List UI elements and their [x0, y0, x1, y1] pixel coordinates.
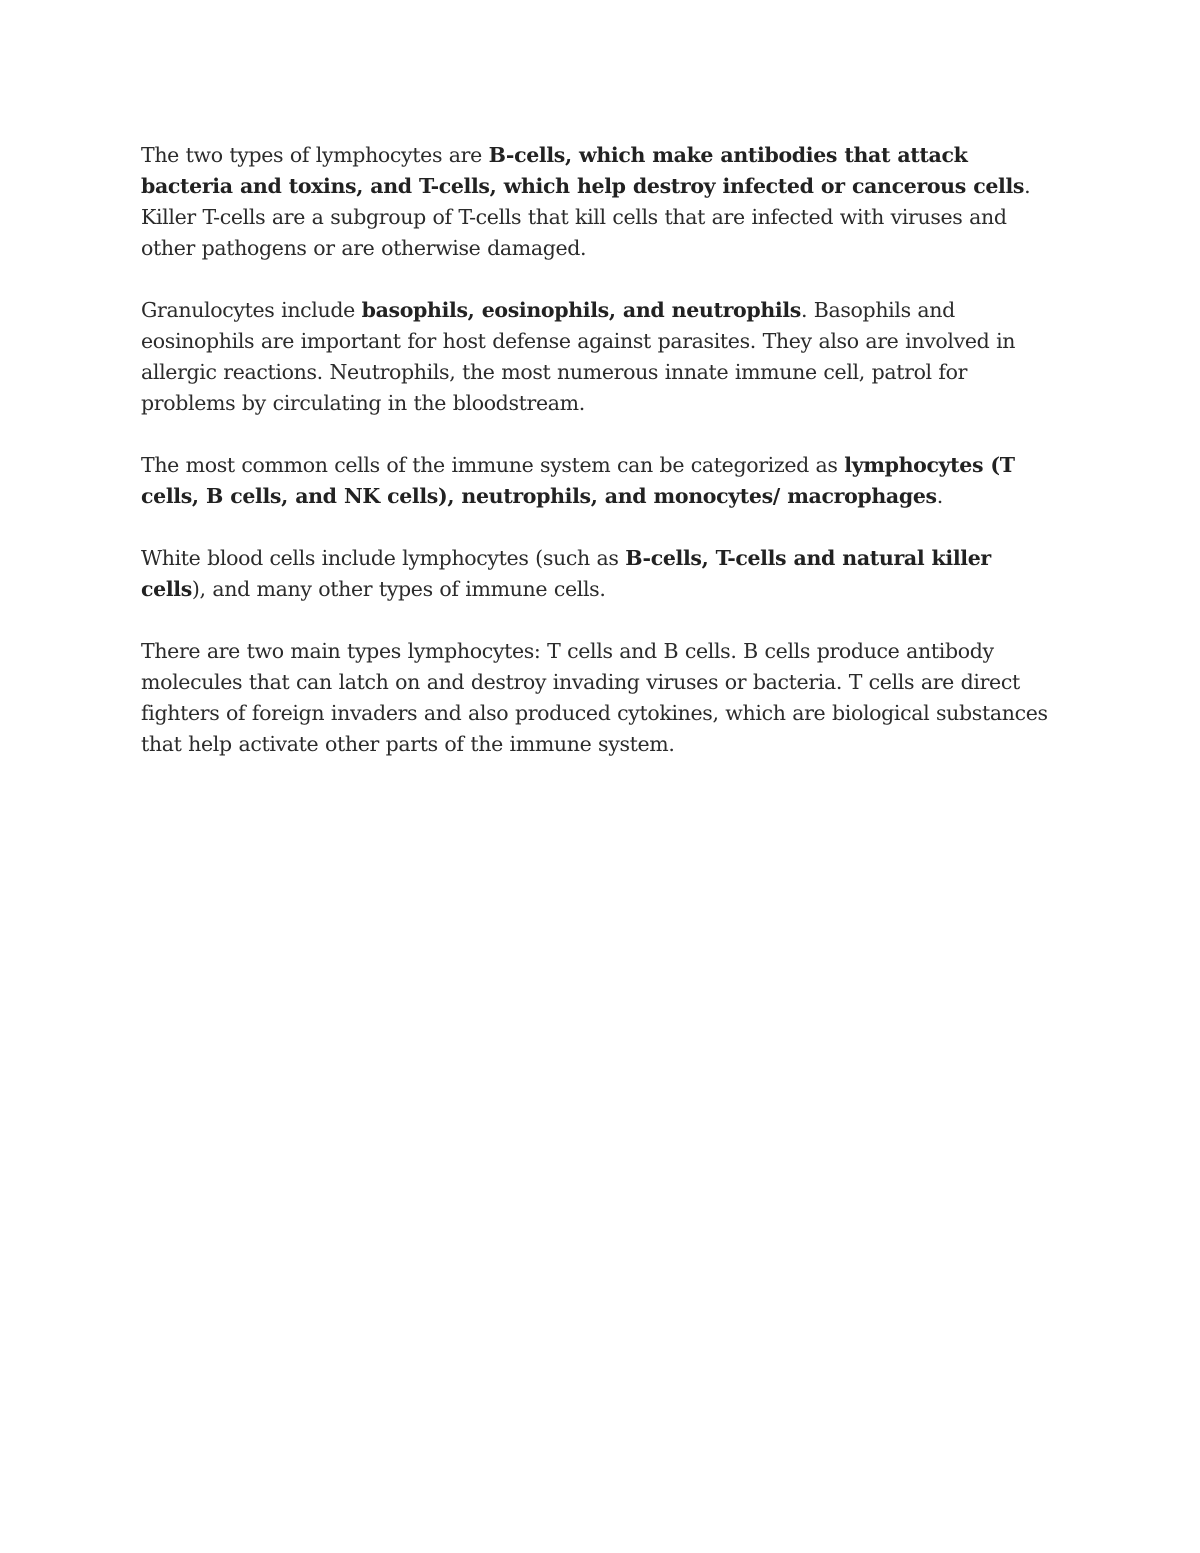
paragraph-t-and-b-cells — [141, 636, 1056, 760]
bold-text-run: B-cells, which make antibodies that attack bacteria and toxins, and T-cells, which help destroy infected or cancerous cells — [141, 143, 1025, 198]
text-run: The most common cells of the immune system can be categorized as — [141, 453, 845, 477]
text-run: . — [936, 484, 943, 508]
text-run: White blood cells include lymphocytes (such as — [141, 546, 626, 570]
document-body — [141, 140, 1056, 791]
bold-text-run: B-cells, T-cells and natural killer cells — [141, 546, 991, 601]
text-run: . Killer T-cells are a subgroup of T-cells that kill cells that are infected with viruses and other pathogens or are otherwise damaged. — [141, 174, 1031, 260]
bold-text-run: lymphocytes (T cells, B cells, and NK cells), neutrophils, and monocytes/ macrophages — [141, 453, 1015, 508]
text-run: . Basophils and eosinophils are important for host defense against parasites. They also are involved in allergic reactions. Neutrophils, the most numerous innate immune cell, patrol for problems by circulating in the bloodstream. — [141, 298, 1016, 415]
text-run: The two types of lymphocytes are — [141, 143, 489, 167]
paragraph-lymphocyte-types — [141, 140, 1056, 264]
paragraph-granulocytes — [141, 295, 1056, 419]
text-run: ), and many other types of immune cells. — [191, 577, 606, 601]
bold-text-run: basophils, eosinophils, and neutrophils — [361, 298, 801, 322]
paragraph-white-blood-cells — [141, 543, 1056, 605]
text-run: There are two main types lymphocytes: T cells and B cells. B cells produce antibody molecules that can latch on and destroy invading viruses or bacteria. T cells are direct fighters of foreign invaders and also produced cytokines, which are biological substances that help activate other parts of the immune system. — [141, 639, 1048, 756]
paragraph-common-immune-cells — [141, 450, 1056, 512]
text-run: Granulocytes include — [141, 298, 362, 322]
